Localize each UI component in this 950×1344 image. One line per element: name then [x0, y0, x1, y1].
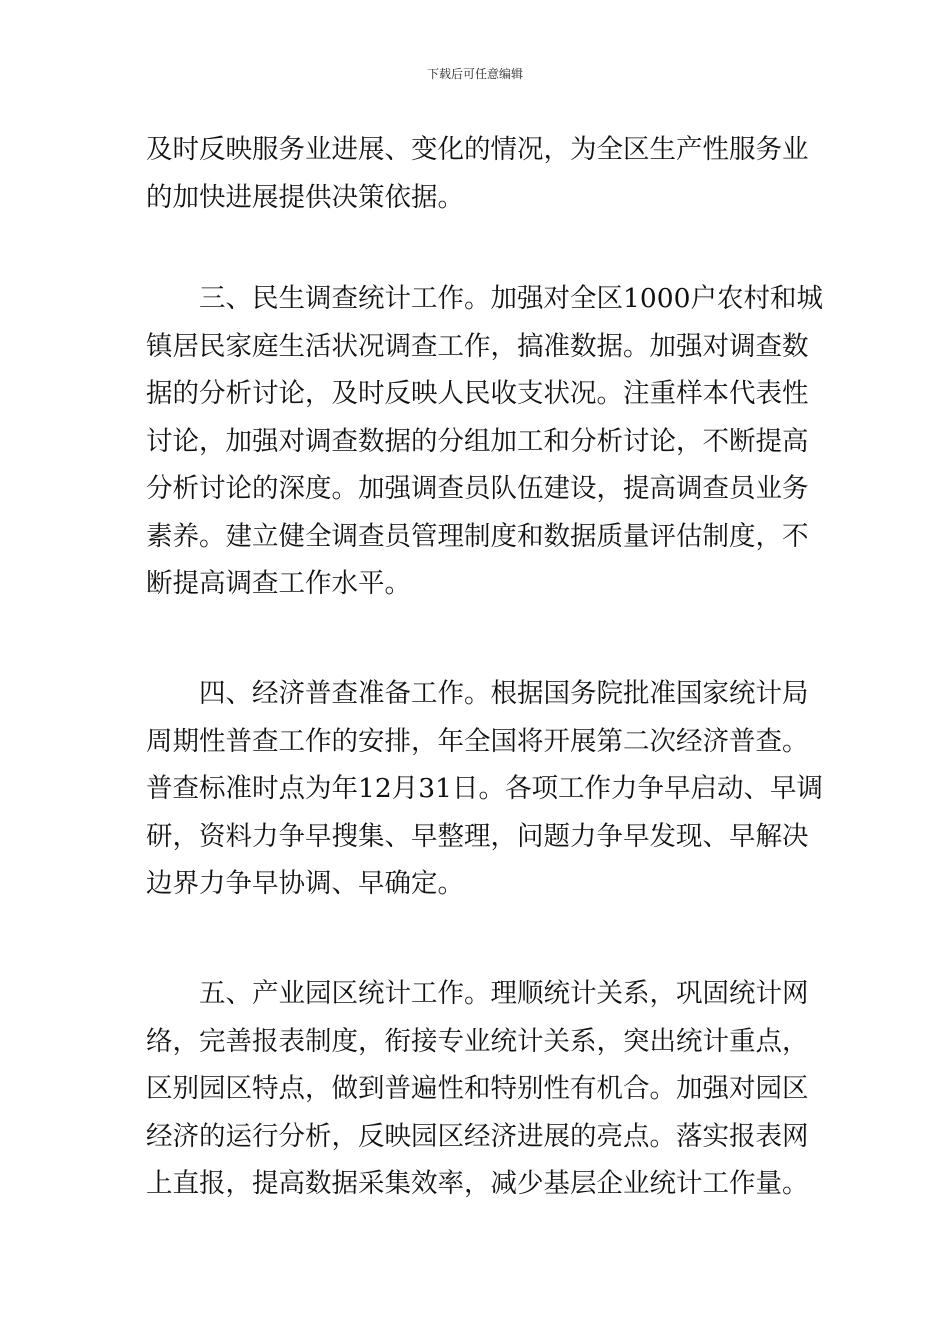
paragraph-line: 镇居民家庭生活状况调查工作，搞准数据。加强对调查数: [146, 330, 809, 362]
paragraph-line: 研，资料力争早搜集、早整理，问题力争早发现、早解决: [146, 820, 809, 852]
paragraph-line: 分析讨论的深度。加强调查员队伍建设，提高调查员业务: [146, 473, 809, 504]
paragraph-line: 上直报，提高数据采集效率，减少基层企业统计工作量。: [146, 1168, 809, 1199]
paragraph-line: 普查标准时点为年12月31日。各项工作力争早启动、早调: [146, 773, 823, 804]
paragraph-line: 络，完善报表制度，衔接专业统计关系，突出统计重点，: [146, 1025, 809, 1057]
paragraph-line: 区别园区特点，做到普遍性和特别性有机合。加强对园区: [146, 1073, 809, 1104]
paragraph-line: 三、民生调查统计工作。加强对全区1000户农村和城: [199, 283, 823, 314]
paragraph-line: 素养。建立健全调查员管理制度和数据质量评估制度，不: [146, 520, 809, 552]
paragraph-line: 断提高调查工作水平。: [146, 568, 411, 599]
paragraph-3: [146, 670, 823, 908]
page-header: 下载后可任意编辑: [426, 67, 523, 81]
paragraph-1: [146, 126, 808, 221]
paragraph-line: 据的分析讨论，及时反映人民收支状况。注重样本代表性: [146, 378, 809, 409]
paragraph-line: 四、经济普查准备工作。根据国务院批准国家统计局: [199, 678, 809, 709]
paragraph-line: 讨论，加强对调查数据的分组加工和分析讨论，不断提高: [146, 425, 809, 457]
paragraph-line: 周期性普查工作的安排，年全国将开展第二次经济普查。: [146, 725, 809, 757]
paragraph-line: 及时反映服务业进展、变化的情况，为全区生产性服务业: [146, 134, 809, 165]
paragraph-2: [146, 275, 823, 608]
paragraph-line: 经济的运行分析，反映园区经济进展的亮点。落实报表网: [146, 1120, 809, 1152]
paragraph-4: [146, 970, 808, 1208]
paragraph-line: 边界力争早协调、早确定。: [146, 868, 464, 899]
paragraph-line: 五、产业园区统计工作。理顺统计关系，巩固统计网: [199, 978, 809, 1009]
paragraph-line: 的加快进展提供决策依据。: [146, 181, 464, 213]
